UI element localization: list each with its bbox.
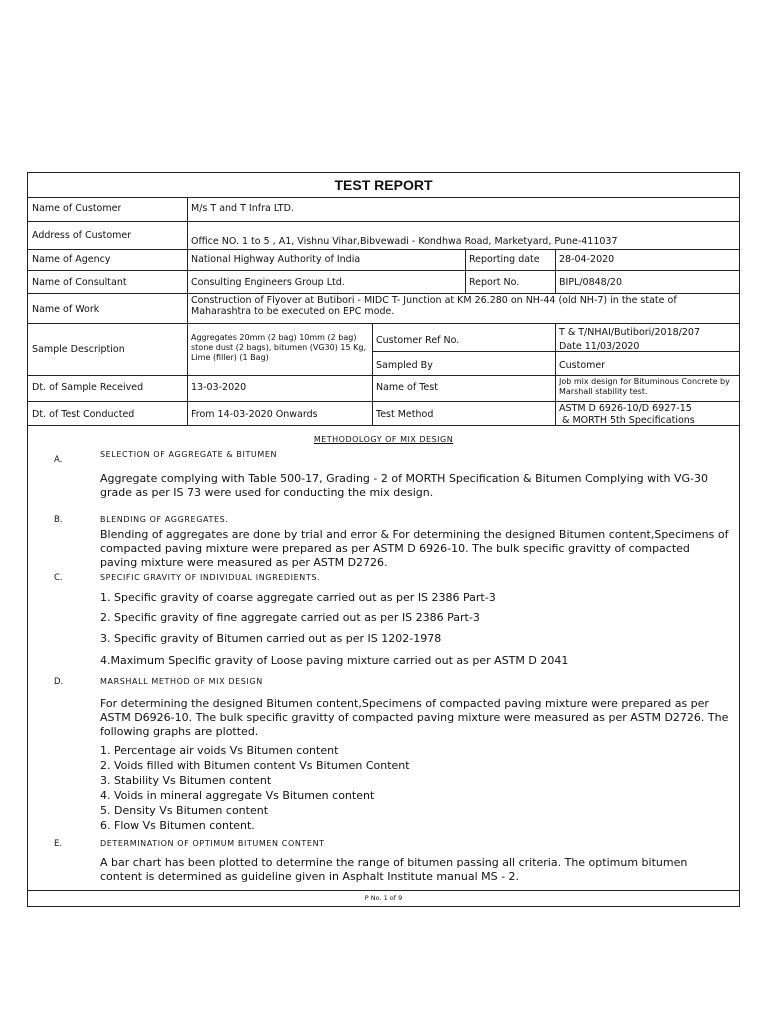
section-heading: DETERMINATION OF OPTIMUM BITUMEN CONTENT	[100, 839, 325, 848]
received-label: Dt. of Sample Received	[32, 382, 144, 393]
list-item: 2. Voids filled with Bitumen content Vs Bitumen Content	[100, 759, 410, 772]
methodology-title: METHODOLOGY OF MIX DESIGN	[313, 435, 454, 444]
table-rule	[555, 323, 556, 425]
sampled-by-value: Customer	[559, 360, 606, 371]
sample-description-label: Sample Description	[32, 344, 125, 355]
section-text: Blending of aggregates are done by trial and error & For determining the designed Bitumen content,Specimens of compacted paving mixture were prepared as per ASTM D 6926-10. The bulk specific gravitty of compacted paving mixture were measured as per ASTM D2726.	[100, 528, 729, 569]
report-no-value: BIPL/0848/20	[559, 277, 623, 288]
work-value: Construction of Flyover at Butibori - MIDC T- Junction at KM 26.280 on NH-44 (old NH-7) in the state of Maharashtra to be executed on EPC mode.	[191, 295, 677, 317]
table-rule	[28, 270, 739, 271]
page-number: P No. 1 of 9	[28, 890, 739, 906]
address-value: Office NO. 1 to 5 , A1, Vishnu Vihar,Bibvewadi - Kondhwa Road, Marketyard, Pune-411037	[191, 236, 618, 247]
conducted-value: From 14-03-2020 Onwards	[191, 409, 318, 420]
customer-ref-label: Customer Ref No.	[376, 335, 460, 346]
list-item: 5. Density Vs Bitumen content	[100, 804, 269, 817]
list-item: 4.Maximum Specific gravity of Loose paving mixture carried out as per ASTM D 2041	[100, 654, 569, 667]
reporting-date-value: 28-04-2020	[559, 254, 615, 265]
section-text: Aggregate complying with Table 500-17, Grading - 2 of MORTH Specification & Bitumen Complying with VG-30 grade as per IS 73 were used for conducting the mix design.	[100, 472, 708, 499]
section-letter: E.	[54, 839, 63, 849]
table-rule	[555, 249, 556, 294]
customer-ref-date: Date 11/03/2020	[559, 341, 640, 352]
conducted-label: Dt. of Test Conducted	[32, 409, 135, 420]
section-letter: B.	[54, 515, 63, 525]
consultant-value: Consulting Engineers Group Ltd.	[191, 277, 345, 288]
test-method-value: ASTM D 6926-10/D 6927-15	[559, 403, 692, 414]
table-rule	[28, 249, 739, 250]
list-item: 2. Specific gravity of fine aggregate carried out as per IS 2386 Part-3	[100, 611, 480, 624]
received-value: 13-03-2020	[191, 382, 247, 393]
table-rule	[28, 375, 739, 376]
customer-ref-value: T & T/NHAI/Butibori/2018/207	[559, 327, 701, 338]
sample-description-value: Aggregates 20mm (2 bag) 10mm (2 bag) stone dust (2 bags), bitumen (VG30) 15 Kg, Lime (filler) (1 Bag)	[191, 333, 366, 362]
report-no-label: Report No.	[469, 277, 520, 288]
agency-value: National Highway Authority of India	[191, 254, 361, 265]
section-heading: BLENDING OF AGGREGATES.	[100, 515, 229, 524]
table-rule	[28, 293, 739, 294]
list-item: 4. Voids in mineral aggregate Vs Bitumen content	[100, 789, 375, 802]
list-item: 1. Specific gravity of coarse aggregate carried out as per IS 2386 Part-3	[100, 591, 496, 604]
list-item: 3. Stability Vs Bitumen content	[100, 774, 272, 787]
table-rule	[28, 323, 739, 324]
consultant-label: Name of Consultant	[32, 277, 127, 288]
section-heading: SELECTION OF AGGREGATE & BITUMEN	[100, 450, 278, 459]
work-label: Name of Work	[32, 304, 100, 315]
customer-label: Name of Customer	[32, 203, 122, 214]
list-item: 6. Flow Vs Bitumen content.	[100, 819, 255, 832]
sampled-by-label: Sampled By	[376, 360, 433, 371]
report-title: TEST REPORT	[28, 173, 739, 198]
section-heading: SPECIFIC GRAVITY OF INDIVIDUAL INGREDIENTS.	[100, 573, 321, 582]
list-item: 1. Percentage air voids Vs Bitumen content	[100, 744, 339, 757]
section-text: A bar chart has been plotted to determine the range of bitumen passing all criteria. The optimum bitumen content is determined as guideline given in Asphalt Institute manual MS - 2.	[100, 856, 688, 883]
table-rule	[28, 197, 739, 198]
customer-value: M/s T and T Infra LTD.	[191, 203, 294, 214]
test-report-page	[27, 172, 740, 907]
test-method-value-extra: & MORTH 5th Specifications	[559, 415, 695, 426]
reporting-date-label: Reporting date	[469, 254, 540, 265]
list-item: 3. Specific gravity of Bitumen carried out as per IS 1202-1978	[100, 632, 442, 645]
section-letter: A.	[54, 455, 63, 465]
table-rule	[28, 401, 739, 402]
test-name-label: Name of Test	[376, 382, 438, 393]
section-letter: C.	[54, 573, 63, 583]
section-text: For determining the designed Bitumen content,Specimens of compacted paving mixture were prepared as per ASTM D6926-10. The bulk specific gravitty of compacted paving mixture were measured as per ASTM D2726. The following graphs are plotted.	[100, 697, 729, 738]
agency-label: Name of Agency	[32, 254, 111, 265]
address-label: Address of Customer	[32, 230, 132, 241]
test-method-label: Test Method	[376, 409, 434, 420]
table-rule	[372, 323, 373, 425]
table-rule	[28, 221, 739, 222]
table-rule	[465, 249, 466, 294]
test-name-value: Job mix design for Bituminous Concrete by Marshall stability test.	[559, 377, 730, 396]
section-heading: MARSHALL METHOD OF MIX DESIGN	[100, 677, 263, 686]
section-letter: D.	[54, 677, 64, 687]
table-rule	[187, 197, 188, 425]
